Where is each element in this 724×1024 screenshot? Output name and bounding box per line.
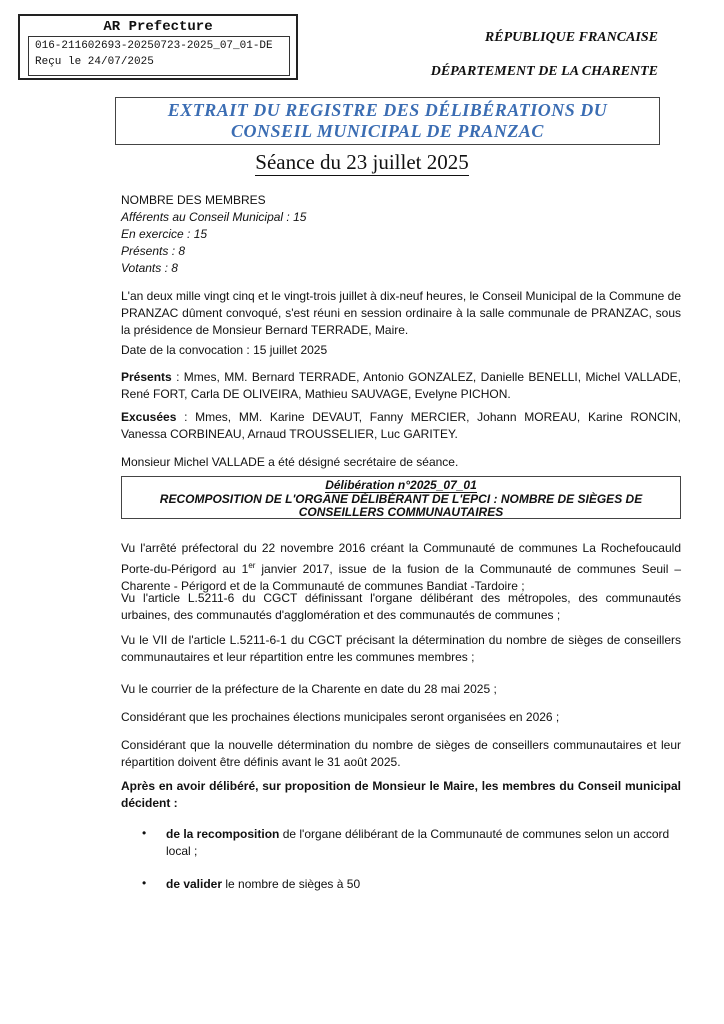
vu-article-5211-6-1-paragraph: Vu le VII de l'article L.5211-6-1 du CGCT précisant la détermination du nombre de sièges de conseillers communautaires et leur répartition entre les communes membres ;	[121, 633, 681, 664]
members-exercice: En exercice : 15	[121, 227, 208, 241]
convocation-date: Date de la convocation : 15 juillet 2025	[121, 343, 328, 357]
members-presents: Présents : 8	[121, 244, 186, 258]
vu-courrier-paragraph: Vu le courrier de la préfecture de la Charente en date du 28 mai 2025 ;	[121, 682, 497, 696]
stamp-title: AR Prefecture	[103, 19, 213, 35]
bullet-recomposition	[166, 826, 686, 860]
considerant-elections-paragraph: Considérant que les prochaines élections municipales seront organisées en 2026 ;	[121, 710, 560, 724]
bullet-marker: •	[142, 876, 147, 890]
bullet-valider	[166, 876, 686, 893]
deliberation-title-line-1: RECOMPOSITION DE L'ORGANE DÉLIBÉRANT DE L'EPCI : NOMBRE DE SIÈGES DE	[159, 492, 643, 506]
considerant-determination-paragraph: Considérant que la nouvelle détermination du nombre de sièges de conseillers communautaires et leur répartition doivent être définis avant le 31 août 2025.	[121, 738, 681, 769]
stamp-reference: 016-211602693-20250723-2025_07_01-DE	[35, 40, 273, 52]
department-heading: DÉPARTEMENT DE LA CHARENTE	[430, 64, 658, 79]
deliberation-number-wrap	[122, 478, 680, 493]
vu-arrete-text-2: janvier 2017, issue de la fusion de la Communauté de communes Seuil – Charente - Périgord et de la Communauté de communes Bandiat -Tardoire ;	[121, 562, 681, 593]
bullet-valider-bold: de valider	[166, 877, 223, 891]
register-title-line-1: EXTRAIT DU REGISTRE DES DÉLIBÉRATIONS DU	[167, 100, 608, 120]
session-date-heading	[0, 150, 724, 175]
presents-list: : Mmes, MM. Bernard TERRADE, Antonio GONZALEZ, Danielle BENELLI, Michel VALLADE, René FORT, Carla DE OLIVEIRA, Mathieu SAUVAGE, Evelyne PICHON.	[121, 370, 681, 401]
stamp-received-date: Reçu le 24/07/2025	[35, 56, 154, 68]
bullet-marker: •	[142, 826, 147, 840]
deliberation-title-box	[121, 476, 681, 519]
members-afferents: Afférents au Conseil Municipal : 15	[121, 210, 307, 224]
register-title-box	[115, 97, 660, 145]
members-heading: NOMBRE DES MEMBRES	[121, 193, 266, 207]
decision-paragraph: Après en avoir délibéré, sur proposition de Monsieur le Maire, les membres du Conseil municipal décident :	[121, 779, 681, 810]
register-title-line-2: CONSEIL MUNICIPAL DE PRANZAC	[231, 121, 544, 141]
vu-arrete-sup: er	[248, 561, 256, 570]
secretary-line: Monsieur Michel VALLADE a été désigné secrétaire de séance.	[121, 455, 459, 469]
excuses-paragraph	[121, 409, 681, 443]
vu-arrete-text-1: Vu l'arrêté préfectoral du 22 novembre 2016 créant la Communauté de communes La Rochefoucauld Porte-du-Périgord au 1	[121, 541, 681, 576]
presents-paragraph	[121, 369, 681, 403]
deliberation-number: Délibération n°2025_07_01	[325, 478, 477, 492]
stamp-reference-box	[28, 36, 290, 76]
session-date-text: Séance du 23 juillet 2025	[255, 150, 469, 174]
bullet-recomposition-text: de l'organe délibérant de la Communauté de communes selon un accord local ;	[166, 827, 670, 858]
bullet-recomposition-bold: de la recomposition	[166, 827, 280, 841]
prefecture-stamp	[18, 14, 298, 80]
excuses-label: Excusées	[121, 410, 177, 424]
deliberation-title-line-2: CONSEILLERS COMMUNAUTAIRES	[298, 505, 504, 519]
presents-label: Présents	[121, 370, 172, 384]
members-votants: Votants : 8	[121, 261, 178, 275]
intro-paragraph: L'an deux mille vingt cinq et le vingt-trois juillet à dix-neuf heures, le Conseil Municipal de la Commune de PRANZAC dûment convoqué, s'est réuni en session ordinaire à la salle communale de PRANZAC, sous la présidence de Monsieur Bernard TERRADE, Maire.	[121, 289, 681, 337]
vu-arrete-paragraph	[121, 540, 681, 595]
republic-heading: RÉPUBLIQUE FRANCAISE	[484, 30, 658, 45]
excuses-list: : Mmes, MM. Karine DEVAUT, Fanny MERCIER, Johann MOREAU, Karine RONCIN, Vanessa CORBINEAU, Arnaud TROUSSELIER, Luc GARITEY.	[121, 410, 681, 441]
vu-article-5211-6-paragraph: Vu l'article L.5211-6 du CGCT définissant l'organe délibérant des métropoles, des communautés urbaines, des communautés d'agglomération et des communautés de communes ;	[121, 591, 681, 622]
bullet-valider-text: le nombre de sièges à 50	[222, 877, 361, 891]
